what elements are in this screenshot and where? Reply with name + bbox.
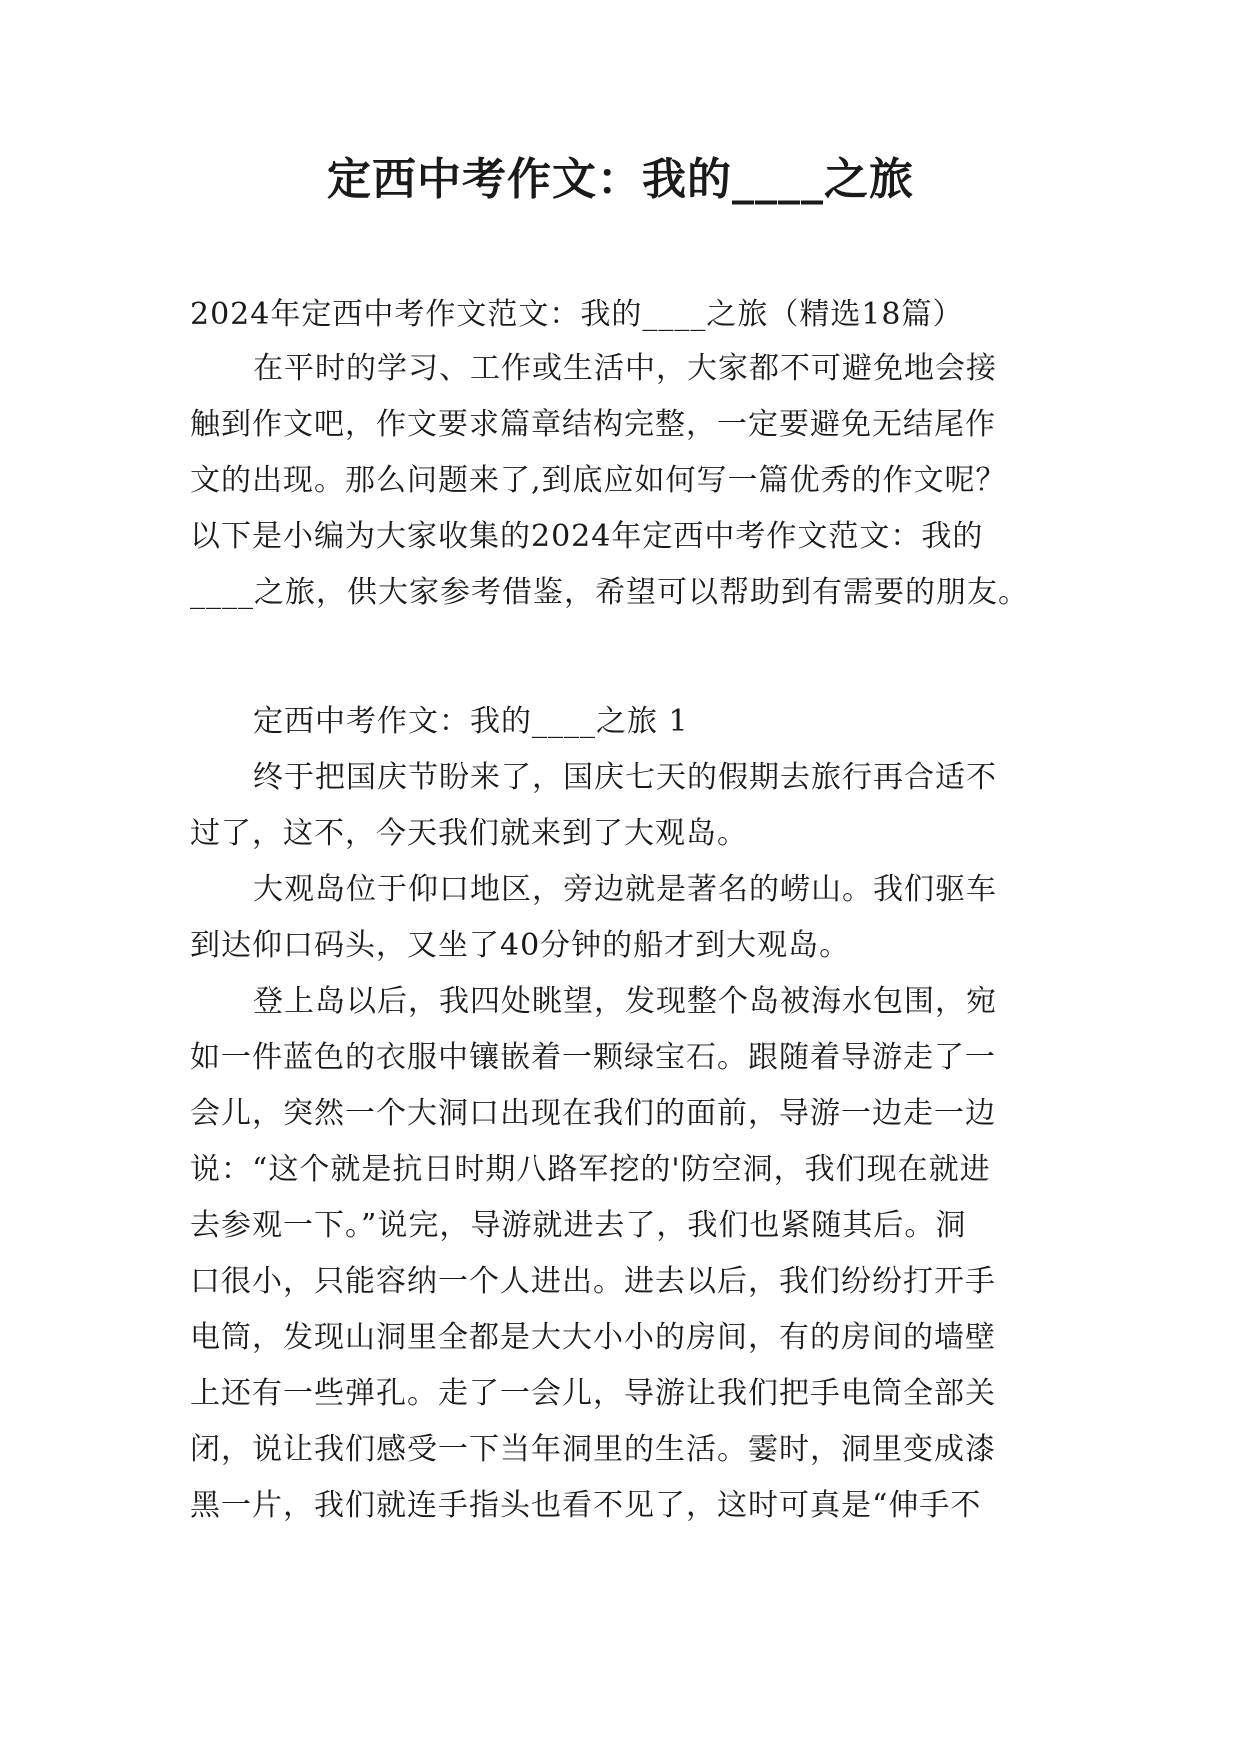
body-line: 口很小，只能容纳一个人进出。进去以后，我们纷纷打开手 <box>190 1264 996 1299</box>
body-line: 登上岛以后，我四处眺望，发现整个岛被海水包围，宛 <box>253 984 997 1019</box>
body-line: 大观岛位于仰口地区，旁边就是著名的崂山。我们驱车 <box>253 872 997 907</box>
body-line: 过了，这不，今天我们就来到了大观岛。 <box>190 816 748 851</box>
intro-line: 在平时的学习、工作或生活中，大家都不可避免地会接 <box>253 351 997 386</box>
section-heading: 定西中考作文：我的____之旅 1 <box>253 704 689 739</box>
body-line: 到达仰口码头，又坐了40分钟的船才到大观岛。 <box>190 928 851 963</box>
intro-line: 触到作文吧，作文要求篇章结构完整，一定要避免无结尾作 <box>190 407 996 442</box>
document-subtitle: 2024年定西中考作文范文：我的____之旅（精选18篇） <box>190 297 964 332</box>
body-line: 黑一片，我们就连手指头也看不见了，这时可真是“伸手不 <box>190 1488 982 1523</box>
body-line: 去参观一下。”说完，导游就进去了，我们也紧随其后。洞 <box>190 1208 967 1243</box>
body-line: 说：“这个就是抗日时期八路军挖的'防空洞，我们现在就进 <box>190 1152 991 1187</box>
intro-line: ____之旅，供大家参考借鉴，希望可以帮助到有需要的朋友。 <box>190 575 1029 610</box>
intro-line: 文的出现。那么问题来了,到底应如何写一篇优秀的作文呢？ <box>190 463 1007 498</box>
body-line: 终于把国庆节盼来了，国庆七天的假期去旅行再合适不 <box>253 760 997 795</box>
document-title: 定西中考作文：我的____之旅 <box>327 154 914 205</box>
body-line: 会儿，突然一个大洞口出现在我们的面前，导游一边走一边 <box>190 1096 996 1131</box>
body-line: 闭，说让我们感受一下当年洞里的生活。霎时，洞里变成漆 <box>190 1432 996 1467</box>
body-line: 上还有一些弹孔。走了一会儿，导游让我们把手电筒全部关 <box>190 1376 996 1411</box>
body-line: 电筒，发现山洞里全都是大大小小的房间，有的房间的墙壁 <box>190 1320 996 1355</box>
body-line: 如一件蓝色的衣服中镶嵌着一颗绿宝石。跟随着导游走了一 <box>190 1040 996 1075</box>
intro-line: 以下是小编为大家收集的2024年定西中考作文范文：我的 <box>190 519 984 554</box>
